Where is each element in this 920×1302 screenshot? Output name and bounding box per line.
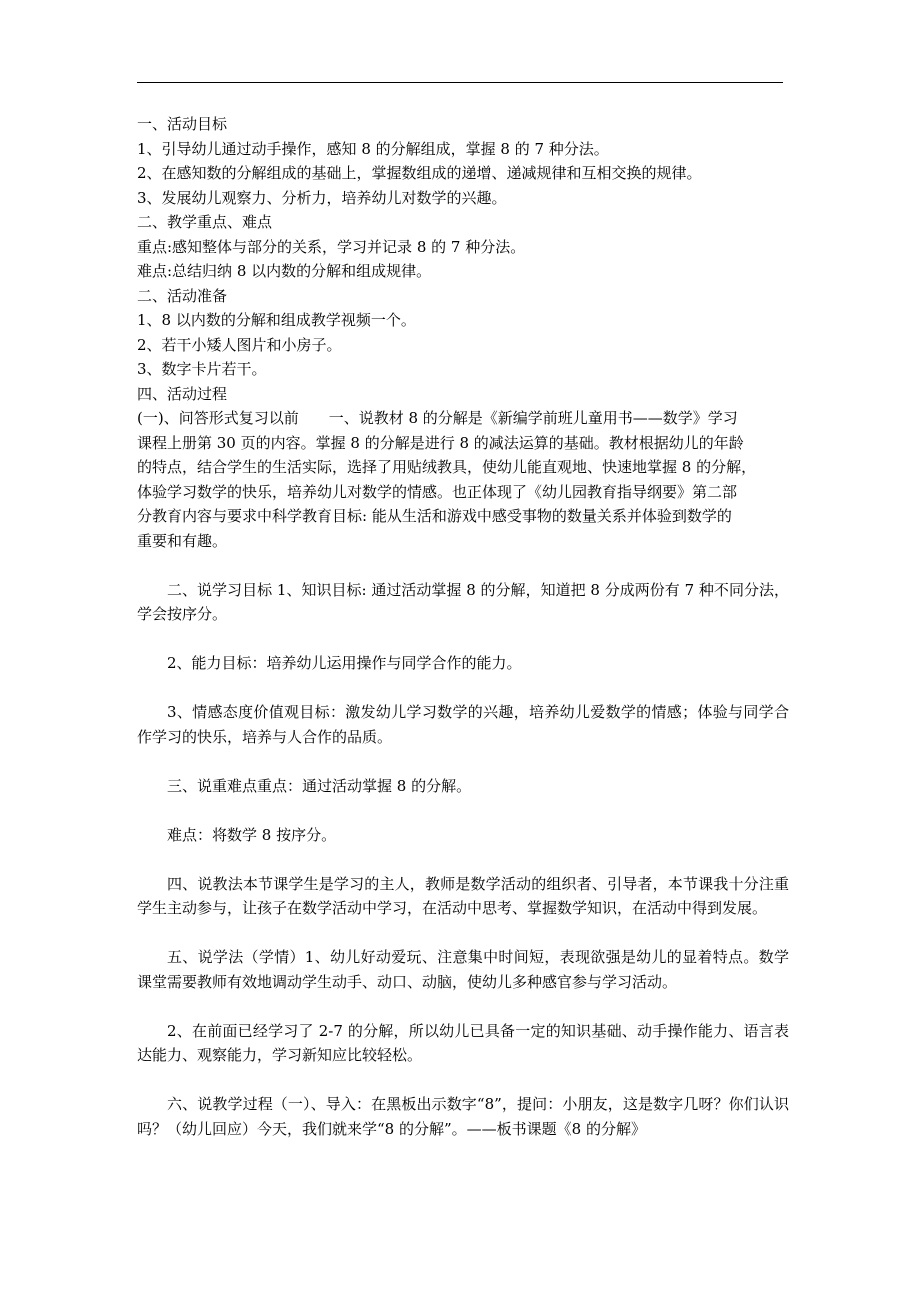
paragraph-ability-goal: 2、能力目标：培养幼儿运用操作与同学合作的能力。 bbox=[167, 654, 522, 672]
difficulty-line: 难点:总结归纳 8 以内数的分解和组成规律。 bbox=[137, 262, 432, 280]
paragraph-key-difficulty: 三、说重难点重点：通过活动掌握 8 的分解。 bbox=[167, 776, 472, 795]
process-intro-line: (一)、问答形式复习以前 一、说教材 8 的分解是《新编学前班儿童用书——数学》学习 bbox=[137, 409, 738, 427]
heading-process: 四、活动过程 bbox=[137, 384, 228, 403]
paragraph-learning-goals: 二、说学习目标 1、知识目标: 通过活动掌握 8 的分解，知道把 8 分成两份有 7 种不同分法，学会按序分。 bbox=[137, 580, 789, 623]
paragraph-teaching-method: 四、说教法本节课学生是学习的主人，教师是数学活动的组织者、引导者，本节课我十分注重学生主动参与，让孩子在数学活动中学习，在活动中思考、掌握数学知识，在活动中得到发展。 bbox=[137, 874, 789, 917]
paragraph-teaching-process: 六、说教学过程（一）、导入：在黑板出示数字“8”，提问：小朋友，这是数字几呀？你们认识吗？（幼儿回应）今天，我们就来学“8 的分解”。——板书课题《8 的分解》 bbox=[137, 1095, 789, 1138]
goal-item: 1、引导幼儿通过动手操作，感知 8 的分解组成，掌握 8 的 7 种分法。 bbox=[137, 139, 609, 158]
process-intro-line: 课程上册第 30 页的内容。掌握 8 的分解是进行 8 的减法运算的基础。教材根据幼儿的年龄 bbox=[137, 433, 744, 452]
document-body bbox=[137, 112, 789, 1141]
paragraph-emotion-goal: 3、情感态度价值观目标：激发幼儿学习数学的兴趣，培养幼儿爱数学的情感；体验与同学合作学习的快乐，培养与人合作的品质。 bbox=[137, 703, 789, 746]
paragraph-learning-method: 五、说学法（学情）1、幼儿好动爱玩、注意集中时间短，表现欲强是幼儿的显着特点。数学课堂需要教师有效地调动学生动手、动口、动脑，使幼儿多种感官参与学习活动。 bbox=[137, 948, 789, 991]
goal-item: 2、在感知数的分解组成的基础上，掌握数组成的递增、递减规律和互相交换的规律。 bbox=[137, 164, 702, 182]
goal-item: 3、发展幼儿观察力、分析力，培养幼儿对数学的兴趣。 bbox=[137, 188, 507, 207]
heading-activity-goals: 一、活动目标 bbox=[137, 115, 228, 133]
header-rule bbox=[137, 82, 783, 83]
preparation-item: 2、若干小矮人图片和小房子。 bbox=[137, 335, 342, 354]
process-intro-line: 分教育内容与要求中科学教育目标: 能从生活和游戏中感受事物的数量关系并体验到数学的 bbox=[137, 507, 732, 525]
paragraph-prior-knowledge: 2、在前面已经学习了 2-7 的分解，所以幼儿已具备一定的知识基础、动手操作能力、语言表达能力、观察能力，学习新知应比较轻松。 bbox=[137, 1021, 789, 1064]
process-intro-line: 重要和有趣。 bbox=[137, 531, 228, 550]
paragraph-difficulty: 难点：将数学 8 按序分。 bbox=[167, 825, 337, 844]
heading-key-points: 二、教学重点、难点 bbox=[137, 213, 273, 231]
key-point-line: 重点:感知整体与部分的关系，学习并记录 8 的 7 种分法。 bbox=[137, 237, 526, 256]
process-intro-line: 的特点，结合学生的生活实际，选择了用贴绒教具，使幼儿能直观地、快速地掌握 8 的分解， bbox=[137, 458, 757, 476]
heading-preparation: 二、活动准备 bbox=[137, 286, 228, 305]
preparation-item: 3、数字卡片若干。 bbox=[137, 360, 267, 378]
process-intro-line: 体验学习数学的快乐，培养幼儿对数学的情感。也正体现了《幼儿园教育指导纲要》第二部 bbox=[137, 482, 738, 501]
preparation-item: 1、8 以内数的分解和组成教学视频一个。 bbox=[137, 311, 416, 329]
